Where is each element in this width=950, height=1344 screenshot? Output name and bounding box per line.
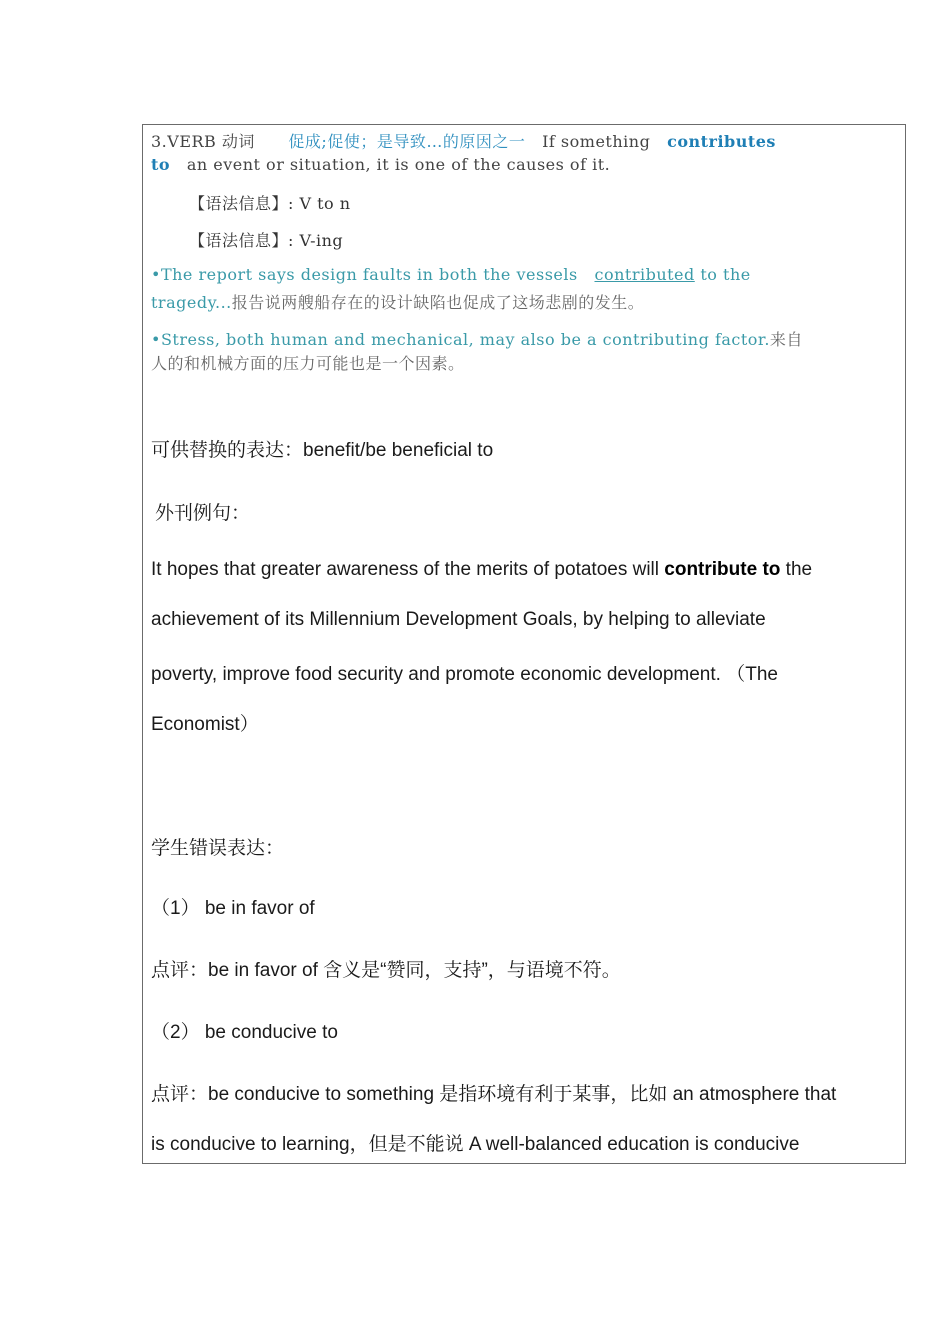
quote-text-b: the	[780, 559, 813, 580]
error-comment-2-line-1: 点评：be conducive to something 是指环境有利于某事，比如 an atmosphere that	[151, 1084, 837, 1105]
alternatives-label: 可供替换的表达：benefit/be beneficial to	[151, 440, 494, 461]
error-comment-1: 点评：be in favor of 含义是“赞同，支持”，与语境不符。	[151, 960, 621, 981]
example-1-text-c: tragedy...	[151, 293, 232, 312]
quote-line-1	[151, 559, 812, 581]
entry-definition-rest: an event or situation, it is one of the causes of it.	[186, 155, 611, 174]
example-2-translation-a: 来自	[769, 330, 803, 349]
foreign-examples-label: 外刊例句：	[155, 503, 251, 524]
example-2-line-1	[151, 327, 803, 350]
entry-keyword-to: to	[151, 155, 171, 174]
example-2-text: •Stress, both human and mechanical, may also be a contributing factor.	[151, 330, 770, 349]
quote-line-2: achievement of its Millennium Development Goals, by helping to alleviate	[151, 609, 766, 630]
error-item-2: （2） be conducive to	[151, 1022, 338, 1043]
entry-line-1	[151, 129, 776, 152]
error-item-1: （1） be in favor of	[151, 898, 315, 919]
entry-chinese-meaning: 促成;促使；是导致…的原因之一	[288, 132, 526, 151]
error-comment-2-line-2: is conducive to learning，但是不能说 A well-balanced education is conducive	[151, 1134, 800, 1155]
quote-keyword: contribute to	[664, 559, 781, 580]
entry-line-2	[151, 155, 610, 174]
quote-text-a: It hopes that greater awareness of the merits of potatoes will	[151, 559, 665, 580]
example-1-line-2	[151, 290, 644, 313]
student-errors-label: 学生错误表达：	[151, 838, 285, 859]
entry-definition-start: If something	[542, 132, 651, 151]
quote-line-3: poverty, improve food security and promote economic development. （The	[151, 664, 778, 685]
example-1-text: •The report says design faults in both the vessels	[151, 265, 578, 284]
example-2-translation-b: 人的和机械方面的压力可能也是一个因素。	[151, 354, 465, 373]
grammar-info-2: 【语法信息】: V-ing	[189, 231, 344, 250]
example-1-translation: 报告说两艘船存在的设计缺陷也促成了这场悲剧的发生。	[231, 293, 645, 312]
entry-pos: 3.VERB 动词	[151, 132, 255, 151]
grammar-info-1: 【语法信息】: V to n	[189, 194, 351, 213]
example-1-keyword: contributed	[594, 265, 695, 284]
example-1-text-b: to the	[700, 265, 751, 284]
content-table-cell	[142, 124, 906, 1164]
entry-keyword-contributes: contributes	[667, 132, 776, 151]
example-1-line-1	[151, 265, 751, 284]
quote-line-4: Economist）	[151, 714, 259, 735]
